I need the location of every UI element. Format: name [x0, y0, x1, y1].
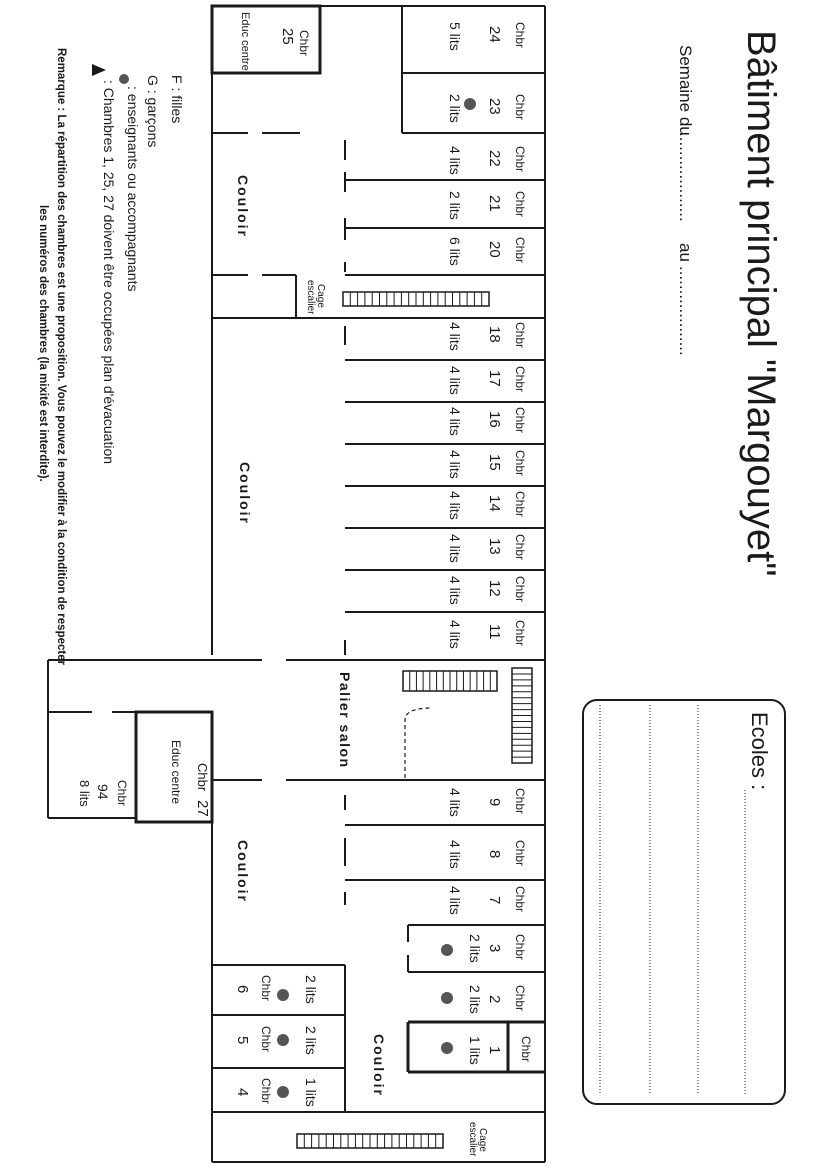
room-3-number: 3	[486, 944, 503, 953]
room-2-number: 2	[486, 995, 503, 1004]
room-15-number: 15	[486, 454, 503, 471]
remark-line-2: les numéros des chambres (la mixité est interdite).	[37, 205, 49, 482]
room-4-staff-marker	[277, 1086, 289, 1098]
corridor-label-top: Couloir	[235, 175, 251, 238]
room-18-prefix: Chbr	[513, 322, 527, 349]
room-27-number: 27	[194, 800, 211, 817]
room-23-staff-marker	[464, 98, 476, 110]
room-18-number: 18	[486, 326, 503, 343]
corridor-label-middle: Couloir	[237, 462, 253, 525]
room-labels	[77, 12, 533, 1157]
room-23-prefix: Chbr	[513, 94, 527, 121]
room-5-staff-marker	[277, 1034, 289, 1046]
room-7-beds: 4 lits	[447, 886, 463, 915]
room-1-prefix: Chbr	[519, 1036, 533, 1063]
room-8-beds: 4 lits	[447, 840, 463, 869]
room-17-prefix: Chbr	[513, 366, 527, 393]
room-3-staff-marker	[441, 944, 453, 956]
room-8-prefix: Chbr	[513, 840, 527, 867]
room-23-beds: 2 lits	[447, 94, 463, 123]
week-to: au	[676, 243, 695, 262]
room-24-beds: 5 lits	[447, 22, 463, 51]
room-22-prefix: Chbr	[513, 146, 527, 173]
room-16-beds: 4 lits	[447, 407, 463, 436]
room-12-prefix: Chbr	[513, 576, 527, 603]
stair-top-steps	[350, 292, 481, 306]
landing-label: Palier salon	[337, 672, 353, 769]
room-14-beds: 4 lits	[447, 491, 463, 520]
corridor-label-bottom: Couloir	[371, 1034, 387, 1097]
room-24-number: 24	[486, 26, 503, 43]
room-94-beds: 8 lits	[77, 780, 92, 807]
room-9-number: 9	[486, 798, 503, 807]
room-18-beds: 4 lits	[447, 322, 463, 351]
room-14-number: 14	[486, 495, 503, 512]
room-7-prefix: Chbr	[513, 886, 527, 913]
room-3-beds: 2 lits	[467, 934, 483, 963]
room-11-beds: 4 lits	[447, 620, 463, 649]
room-1-number: 1	[486, 1046, 503, 1055]
room-3-prefix: Chbr	[513, 934, 527, 961]
page-title: Bâtiment principal "Margouyet"	[739, 30, 783, 577]
room-16-prefix: Chbr	[513, 407, 527, 434]
room-5-number: 5	[234, 1036, 251, 1045]
room-94-number: 94	[95, 784, 111, 800]
room-5-prefix: Chbr	[259, 1026, 273, 1053]
room-6-number: 6	[234, 985, 251, 994]
room-4-number: 4	[234, 1088, 251, 1097]
room-2-prefix: Chbr	[513, 985, 527, 1012]
stair-cage-top-label-2: escalier	[305, 280, 316, 315]
room-94-prefix: Chbr	[115, 780, 129, 807]
room-12-number: 12	[486, 580, 503, 597]
room-22-number: 22	[486, 150, 503, 167]
legend-warning: : Chambres 1, 25, 27 doivent être occupées plan d'évacuation	[101, 80, 117, 465]
room-13-number: 13	[486, 538, 503, 555]
room-4-prefix: Chbr	[259, 1078, 273, 1105]
room-22-beds: 4 lits	[447, 146, 463, 175]
stair-cage-bottom-label-2: escalier	[467, 1122, 478, 1157]
room-20-number: 20	[486, 241, 503, 258]
room-24-prefix: Chbr	[513, 22, 527, 49]
schools-lines	[600, 705, 745, 1095]
room-15-prefix: Chbr	[513, 450, 527, 477]
stair-landing-horizontal-steps	[410, 671, 491, 691]
legend-staff-marker	[119, 74, 129, 84]
room-2-staff-marker	[441, 992, 453, 1004]
room-11-number: 11	[486, 624, 503, 640]
room-6-prefix: Chbr	[259, 975, 273, 1002]
legend-girls: F : filles	[169, 75, 185, 124]
week-prefix: Semaine du	[676, 45, 695, 136]
legend-boys: G : garçons	[145, 75, 161, 148]
room-1-beds: 1 lits	[467, 1036, 483, 1065]
room-9-prefix: Chbr	[513, 788, 527, 815]
room-6-beds: 2 lits	[303, 975, 319, 1004]
legend-staff: : enseignants ou accompagnants	[125, 86, 141, 292]
room-27-prefix: Chbr	[195, 763, 210, 792]
room-17-number: 17	[486, 370, 503, 387]
room-8-number: 8	[486, 850, 503, 859]
room-25-subtitle: Educ centre	[239, 12, 251, 71]
week-dots-1: ...................	[676, 132, 695, 222]
room-25-prefix: Chbr	[297, 30, 311, 57]
room-4-beds: 1 lits	[303, 1078, 319, 1107]
room-27-subtitle: Educ centre	[169, 740, 183, 805]
stair-bottom-steps	[304, 1134, 435, 1148]
room-13-beds: 4 lits	[447, 534, 463, 563]
room-5-beds: 2 lits	[303, 1026, 319, 1055]
week-dots-2: ...................	[676, 266, 695, 356]
room-9-beds: 4 lits	[447, 788, 463, 817]
stair-cage-bottom-label-1: Cage	[477, 1128, 488, 1152]
room-21-beds: 2 lits	[447, 191, 463, 220]
room-20-prefix: Chbr	[513, 237, 527, 264]
stair-cage-top-label-1: Cage	[315, 284, 326, 308]
room-1-staff-marker	[441, 1042, 453, 1054]
corridor-label-lower: Couloir	[235, 840, 251, 903]
room-2-beds: 2 lits	[467, 985, 483, 1014]
room-17-beds: 4 lits	[447, 366, 463, 395]
room-16-number: 16	[486, 411, 503, 428]
room-21-prefix: Chbr	[513, 191, 527, 218]
room-14-prefix: Chbr	[513, 491, 527, 518]
room-20-beds: 6 lits	[447, 237, 463, 266]
remark-line-1: Remarque : La répartition des chambres est une proposition. Vous pouvez le modifier à la condition de respecter	[55, 48, 67, 666]
room-21-number: 21	[486, 195, 503, 212]
schools-label: Ecoles :	[747, 712, 772, 791]
room-7-number: 7	[486, 896, 503, 905]
room-11-prefix: Chbr	[513, 620, 527, 647]
room-15-beds: 4 lits	[447, 450, 463, 479]
room-12-beds: 4 lits	[447, 576, 463, 605]
room-23-number: 23	[486, 98, 503, 115]
stair-landing-vertical-steps	[512, 674, 532, 757]
room-6-staff-marker	[277, 989, 289, 1001]
room-13-prefix: Chbr	[513, 534, 527, 561]
warning-icon	[92, 64, 106, 76]
room-25-number: 25	[279, 28, 296, 45]
